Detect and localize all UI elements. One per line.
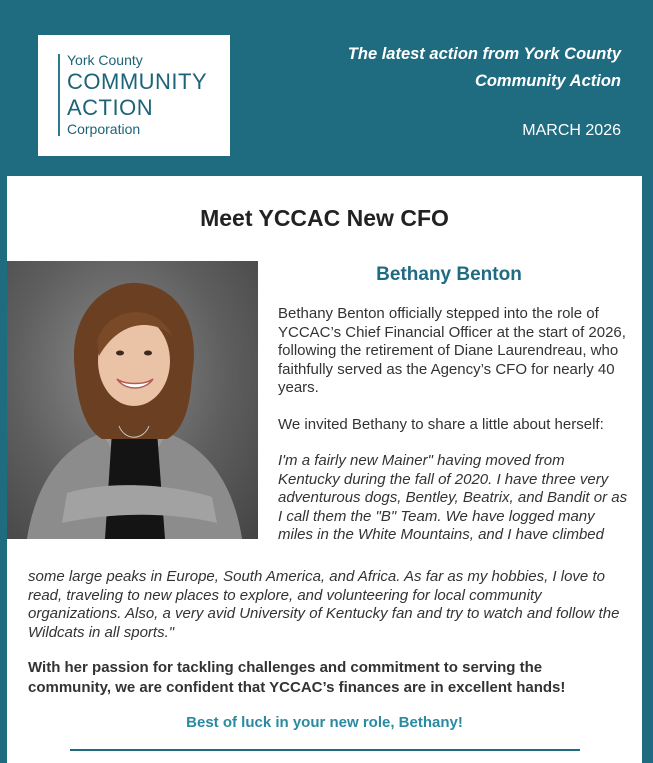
quote-paragraph-part-1: I'm a fairly new Mainer" having moved from Kentucky during the fall of 2020. I have three very adventurous dogs, Bentley, Beatrix, and Bandit or as I call them the "B" Team. We have logged many miles in the White Mountains, and I have climbed: [278, 452, 628, 543]
logo-line-community: COMMUNITY: [67, 69, 208, 94]
article-headline: Meet YCCAC New CFO: [200, 205, 449, 231]
tagline-line-1: The latest action from York County: [347, 45, 621, 63]
section-divider: [70, 749, 580, 751]
logo-line-york-county: York County: [67, 52, 143, 68]
logo-line-corporation: Corporation: [67, 121, 141, 137]
closing-statement: With her passion for tackling challenges and commitment to serving the community, we are confident that YCCAC’s finances are in excellent hands!: [28, 659, 566, 696]
invitation-paragraph: We invited Bethany to share a little about herself:: [278, 416, 604, 433]
intro-paragraph: Bethany Benton officially stepped into the role of YCCAC’s Chief Financial Officer at the start of 2026, following the retirement of Diane Laurendreau, who faithfully served as the Agency’s CFO for nearly 40 years.: [278, 305, 626, 396]
portrait-photo: [7, 261, 258, 539]
quote-paragraph-part-2: some large peaks in Europe, South America, and Africa. As far as my hobbies, I love to read, traveling to new places to explore, and volunteering for local community organizations. Also, a very avid University of Kentucky fan and try to watch and follow the Wildcats in all sports.": [28, 568, 620, 641]
profile-name: Bethany Benton: [376, 264, 522, 285]
newsletter-header: [0, 0, 653, 176]
logo-accent-bar: [58, 54, 60, 136]
closing-wish: Best of luck in your new role, Bethany!: [186, 714, 463, 731]
portrait-illustration: [7, 261, 258, 539]
issue-date: MARCH 2026: [522, 122, 621, 139]
logo-line-action: ACTION: [67, 95, 154, 120]
header-tagline: [291, 41, 621, 95]
tagline-line-2: Community Action: [474, 72, 621, 90]
